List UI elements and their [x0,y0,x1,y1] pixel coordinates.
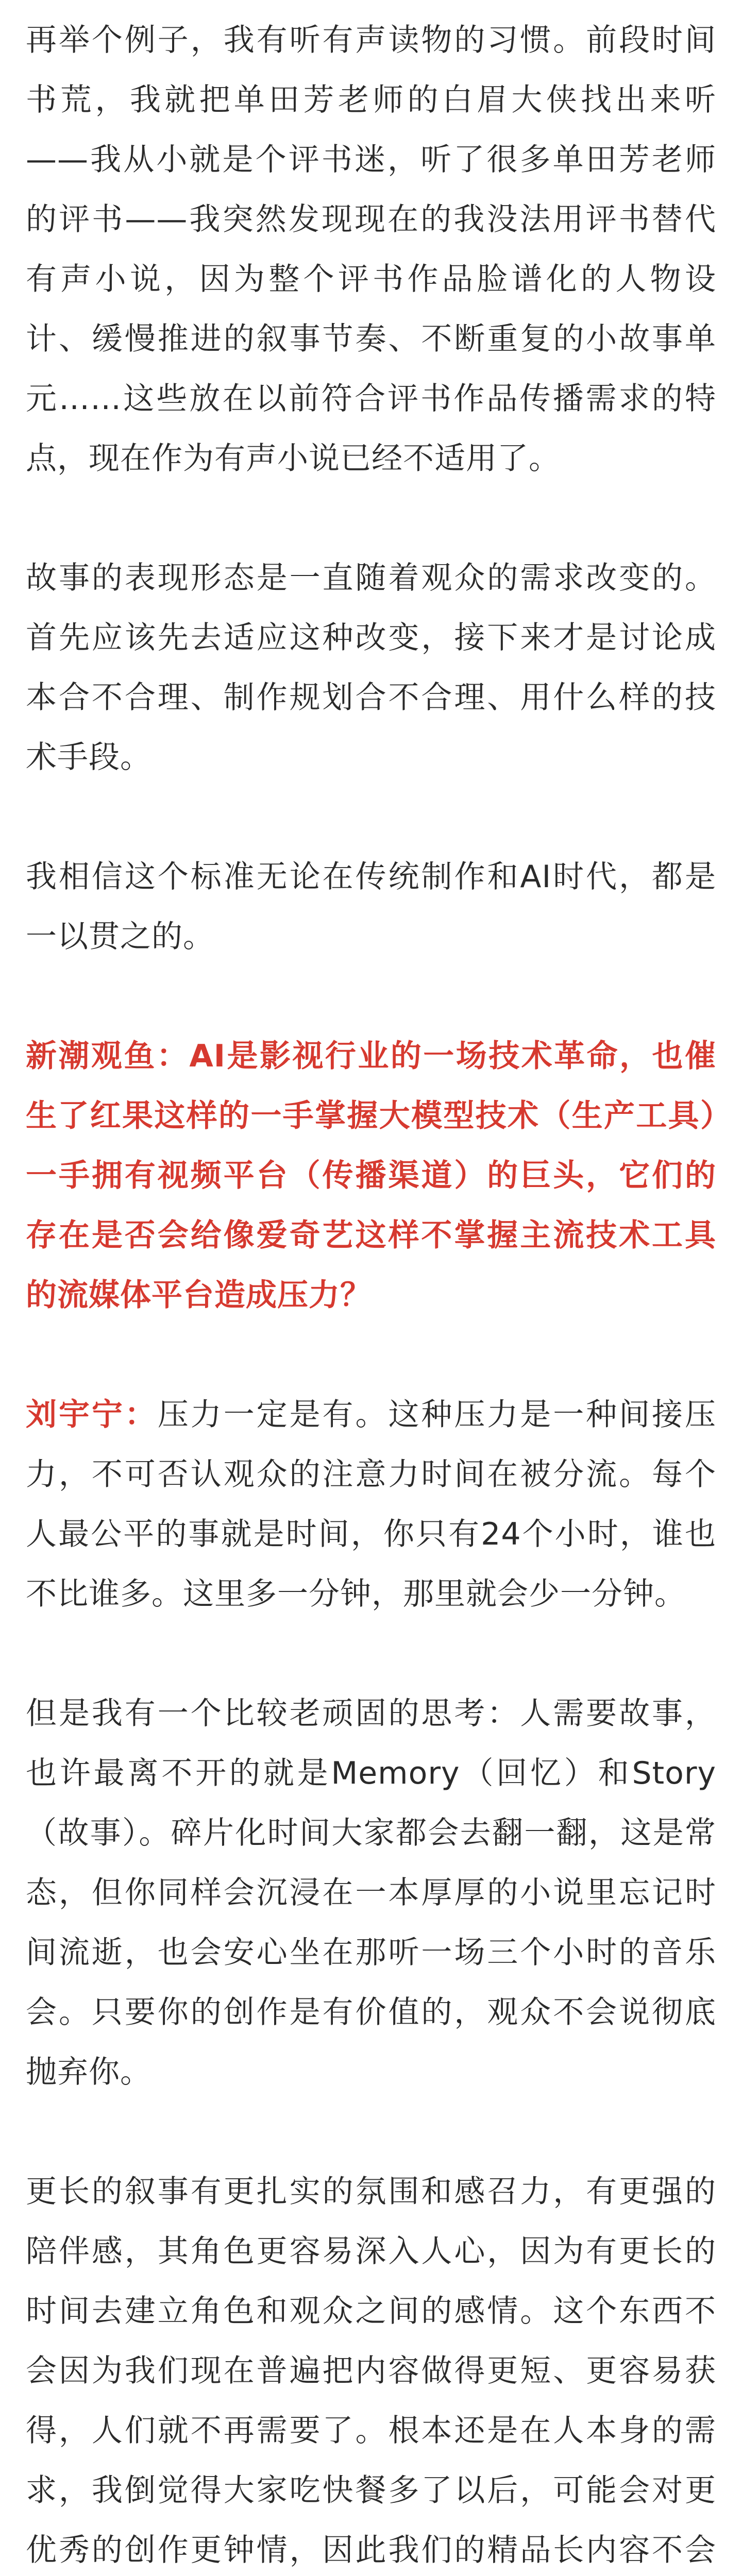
paragraph [26,847,716,967]
speaker-label: 新潮观鱼： [26,1038,190,1074]
paragraph [26,2162,716,2576]
paragraph [26,548,716,787]
paragraph [26,10,716,488]
paragraph-text: 再举个例子，我有听有声读物的习惯。前段时间书荒，我就把单田芳老师的白眉大侠找出来听——我从小就是个评书迷，听了很多单田芳老师的评书——我突然发现现在的我没法用评书替代有声小说，因为整个评书作品脸谱化的人物设计、缓慢推进的叙事节奏、不断重复的小故事单元……这些放在以前符合评书作品传播需求的特点，现在作为有声小说已经不适用了。 [26,22,716,477]
paragraph [26,1684,716,2102]
paragraph-text: 更长的叙事有更扎实的氛围和感召力，有更强的陪伴感，其角色更容易深入人心，因为有更长的时间去建立角色和观众之间的感情。这个东西不会因为我们现在普遍把内容做得更短、更容易获得，人们就不再需要了。根本还是在人本身的需求，我倒觉得大家吃快餐多了以后，可能会对更优秀的创作更钟情，因此我们的精品长内容不会 [26,2174,716,2568]
interview-answer [26,1385,716,1624]
paragraph-text: 我相信这个标准无论在传统制作和AI时代，都是一以贯之的。 [26,859,716,955]
paragraph-text: 但是我有一个比较老顽固的思考：人需要故事，也许最离不开的就是Memory（回忆）和Story（故事）。碎片化时间大家都会去翻一翻，这是常态，但你同样会沉浸在一本厚厚的小说里忘记时间流逝，也会安心坐在那听一场三个小时的音乐会。只要你的创作是有价值的，观众不会说彻底抛弃你。 [26,1696,716,2090]
speaker-label: 刘宇宁： [26,1397,158,1433]
paragraph-text: 压力一定是有。这种压力是一种间接压力，不可否认观众的注意力时间在被分流。每个人最公平的事就是时间，你只有24个小时，谁也不比谁多。这里多一分钟，那里就会少一分钟。 [26,1397,717,1612]
question-text: AI是影视行业的一场技术革命，也催生了红果这样的一手掌握大模型技术（生产工具）一手拥有视频平台（传播渠道）的巨头，它们的存在是否会给像爱奇艺这样不掌握主流技术工具的流媒体平台造成压力？ [26,1038,716,1313]
interview-question [26,1026,716,1325]
paragraph-text: 故事的表现形态是一直随着观众的需求改变的。首先应该先去适应这种改变，接下来才是讨论成本合不合理、制作规划合不合理、用什么样的技术手段。 [26,560,716,775]
